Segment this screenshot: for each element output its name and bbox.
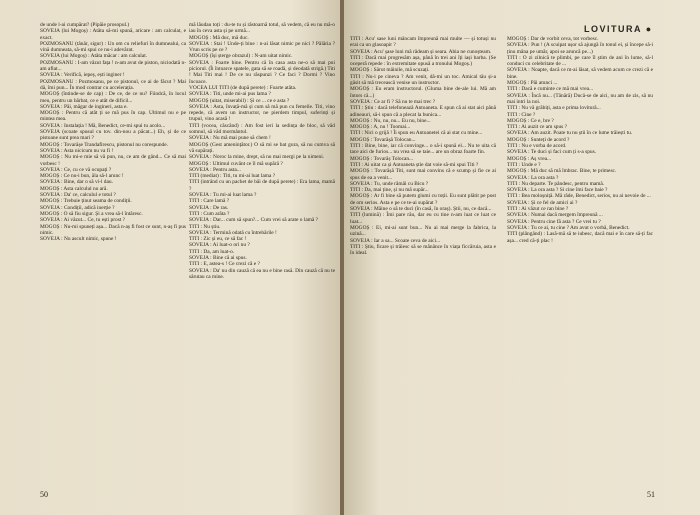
dialogue-line: TITI : O zi zilnică te plimbi, pe care îl știm de ani în lume, să-l conduci cu celebritate de ... [507, 54, 653, 68]
dialogue-line: MOGOȘ : Mă duc să mă îmbrac. Bine, te primesc. [507, 168, 617, 175]
dialogue-line: MOGOȘ : Ultimul cuvânt ce îl mă supără ? [189, 160, 283, 167]
dialogue-line: MOGOȘ : A, nu ! Toomai... [350, 124, 411, 131]
left-page-number: 50 [40, 490, 48, 499]
dialogue-line: MOGOȘ (Gest amenințător.) O să mi se bat gura, să nu cumva să vă supărați. [189, 141, 335, 154]
dialogue-line: SOVEJA : De ras. [189, 204, 229, 211]
dialogue-line: TITI : Cine ? [507, 111, 536, 118]
dialogue-line: MOGOȘ : Nu, nu, nu... Eu nu, bine... [350, 117, 431, 124]
dialogue-line: SOVEJA : Condiții, adică inerție ? [40, 204, 115, 211]
dialogue-line: TITI : Ai auzit ce am spus ? [507, 124, 568, 131]
dialogue-line: MOGOȘ (întinde-se de cap) : De ce, de ce nu? Fiindcă, în locul meu, pentru un bărbat, ce e atât de dificil... [40, 91, 186, 104]
dialogue-line: TITI : Bine, bine, iar că convinge... o să-i spună el... Nu te uita că tace aici de furios... nu vrea să se taie... are un obraz foarte fin. [350, 143, 496, 156]
dialogue-line: SOVEJA : Da' ce, calculul e totul ? [40, 192, 116, 199]
dialogue-line: MOGOȘ : Nu mi-e mie să vă pun, nu, ce am de gând... Ce să mai vorbesc ! [40, 154, 186, 167]
dialogue-line: SOVEJA : Ai luat-o ori nu ? [189, 242, 250, 249]
dialogue-line: TITI : Da, mai ține, și nu mă supăr... [350, 187, 429, 194]
dialogue-line: MOGOȘ : Tovarășă Tolocan... [350, 136, 416, 143]
dialogue-line: MOGOȘ : Dar de vorbit ceva, tot vorbesc. [507, 36, 599, 42]
dialogue-line: SOVEJA : Pun ! (A scuipat ușor să ajungă în tonul ei, și începe să-i ținu mâna pe umăr, apoi se aruncă pe...) [507, 42, 653, 55]
dialogue-line: SOVEJA : Instalația ! Mă, Benedict, ce-mi spui tu acolo... [40, 122, 166, 129]
dialogue-line: SOVEJA : Pentru cine fă asta ? Ce vrei tu ? [507, 218, 601, 225]
dialogue-line: MOGOȘ : Ar fi bine să putem glumi cu toții. Eu sunt plătit pe post de om serios. Asta e pe ce te-ai supărat ? [350, 193, 496, 206]
dialogue-line: SOVEJA : Noroc la mine, drept, să nu mai mergi pe la nimeni. [189, 154, 325, 161]
dialogue-line: mă lăudau toți : du-te tu și răstoarnă totul, să vedem, că eu nu mă-o iau în ceva asta și pe urmă... [189, 22, 335, 35]
dialogue-line: TITI : Nici o grijă ! Îi spun eu Antoanetei că ai stat cu mine... [350, 130, 483, 137]
dialogue-line: SOVEJA : Tu ce ai, tu cine ? Am avut o vorbă, Benedict. [507, 224, 630, 231]
dialogue-line: POZMOSANU : I-am văzut fața ! n-am avut de piston, niciodată n-am aflat... [40, 59, 186, 73]
dialogue-line: SOVEJA : Noapte, dacă ce m-ai lăsat, să vedem acum ce crezi că e bine. [507, 67, 653, 80]
dialogue-line: TITI : Ai văzut ce ran bine ? [507, 206, 569, 213]
dialogue-line: SOVEJA : Stai ! Unde-ți bine : n-ai lăsat nimic pe nici ? Pălăria ? Vrun scris pe ce ? [189, 40, 335, 54]
dialogue-line: MOGOȘ : Ce nu-i bun, ăla să-l arunc ! [40, 173, 124, 180]
dialogue-line: SOVEJA : Dar... cum să spun?... Cum vrei să arate o lamă ? [189, 217, 319, 224]
dialogue-line: SOVEJA : Te duci și faci cum ți s-a spus. [507, 149, 597, 156]
dialogue-line: TITI (plângând) : Lasă-mă să te iubesc, dacă mai e în care să-ți fac așa... cred că-ți plac ! [507, 231, 653, 244]
dialogue-line: POZMOSANU (tânăr, sigur) : Un om cu reliefuri în dumnealui, ca vină dumneata, să-mi spui ce nu-i adevărat. [40, 40, 186, 54]
dialogue-line: SOVEJA : Ce ar fi ? Să nu te mai trec ? [350, 98, 436, 105]
dialogue-line: TITI : E, astea-s ! Ce crezi că e ? [189, 261, 260, 268]
dialogue-line: SOVEJA (lui Mogoș) : Atâta să-mi spună, aricare : am calculat, e exact. [40, 28, 186, 41]
dialogue-line: TITI (lumină) : Îmi pare rău, dar eu cu tine n-am luat ce luat ce luat... [350, 212, 496, 225]
dialogue-line: SOVEJA : Asta, învață-mă și cum să mă pun cu femeile. Titi, vino repede, că avem un instructor, ne pierdem timpul, suferinți și trupul, vino acasă ! [189, 103, 335, 123]
dialogue-line: MOGOȘ : Tovarășă Titi, sunt mai convins că e scump și fie ce ai spus de ea a venit... [350, 168, 496, 181]
left-page-column-2 [189, 22, 335, 280]
dialogue-line: TITI : Zic și eu, ce să fac ! [189, 236, 247, 243]
dialogue-line: MOGOȘ (uitat, miserabil) : Și ce ... ce e asta ? [189, 97, 290, 104]
dialogue-line: TITI : Bea moloșniță. Mă râde, Benedict, serios, nu ai nevoie de ... [507, 193, 651, 200]
dialogue-line: SOVEJA (scoate spusul cu tov. din-nou a păcat...) Eh, și de ce pistoane sunt prea mari ? [40, 129, 186, 142]
dialogue-line: SOVEJA : Foarte bine. Pentru că în casa asta ne-o să mai pui piciorul. (Îi întoarce spatele, gata să se roadă, și deodată strigă.) Titi ! Mai Titi mai ! De ce nu răspunzi ? Ce faci ? Dormi ? Vino încoace. [189, 59, 335, 85]
dialogue-line: MOGOȘ : Sărut mâinile, mă scuzați. [350, 67, 430, 74]
dialogue-line: MOGOȘ : Ce e, bre ? [507, 117, 554, 124]
dialogue-line: MOGOȘ : Păi atunci ... [507, 80, 558, 87]
bullet-icon: ● [645, 24, 653, 34]
left-page-column-1 [40, 22, 186, 242]
dialogue-line: SOVEJA : Pentru asta... [189, 166, 241, 173]
dialogue-line: SOVEJA : Și ce fel de amici ai ? [507, 199, 578, 206]
dialogue-line: MOGOȘ : Eu eram instructorul. (Gluma bine de-ale lui. Mă am întors că...) [350, 86, 496, 99]
dialogue-line: SOVEJA : Bine că ai spus. [189, 254, 247, 261]
dialogue-line: MOGOȘ : Pentru că atât ți se mă pus în cap. Ultimul nu e pe mintea mea. [40, 110, 186, 123]
dialogue-line: MOGOȘ : Trebuie ținut seama de condiții. [40, 198, 132, 205]
dialogue-line: MOGOȘ : Asta calculul nu ară. [40, 185, 108, 192]
dialogue-line: TITI : Nu departe. Te pândesc, pentru mamă. [507, 180, 605, 187]
right-page-column-1 [350, 36, 496, 256]
dialogue-line: SOVEJA : Verifică, iepeș, ești inginer ! [40, 72, 125, 79]
dialogue-line: SOVEJA : Tu, unde rămâi cu Bicu ? [350, 180, 429, 187]
dialogue-line: TITI (vocea, căscând) : Am fost ieri la sedința de bloc, să văd somnul, să văd mormântul. [189, 122, 335, 136]
dialogue-line: SOVEJA : Ce, cu ce vă ocupați ? [40, 166, 112, 173]
right-page-column-2 [507, 36, 653, 244]
dialogue-line: TITI : Știu, ficare și trăiesc să se mănânce în viața ficcăruia, asta e în ideal. [350, 243, 496, 257]
dialogue-line: SOVEJA : Bine, dar o să vi-l dau. [40, 179, 113, 186]
dialogue-line: SOVEJA : Da' nu din cauză că ea nu e bine rasă. Din cauză că nu te sărutau ca mine. [189, 267, 335, 280]
dialogue-line: TITI (intrând cu un pachet de băi de după perete) : Era lama, mamă ? [189, 179, 335, 192]
dialogue-line: SOVEJA : Mâine o să te duci (în casă, în oraș). Știi, nu, ce dacă... [350, 206, 492, 213]
dialogue-line: MOGOȘ : Aș vrea... [507, 155, 552, 162]
dialogue-line: SOVEJA : Acu' șase luni mă râdeam și seara. Abia ne cunoșteam. [350, 48, 492, 55]
dialogue-line: MOGOȘ : Tovarăș Tolocan... [350, 155, 414, 162]
dialogue-line: SOVEJA : Tu mi-ai luat lama ? [189, 192, 257, 199]
dialogue-line: MOGOȘ : Ei, mi-ai sunt bun... Nu ai mai merge la fabrica, la uzină... [350, 224, 496, 238]
dialogue-line: SOVEJA : Încă nu... (Tânără) Ducă-se de aici, nu am de zis, să nu mai intri la noi. [507, 92, 653, 105]
dialogue-line: MOGOȘ : O să fiu sigur. Și a vrea să-l întăresc. [40, 210, 143, 217]
dialogue-line: MOGOȘ : Nu-mi spuneți așa... Dacă n-aș fi fost ce sunt, n-aș fi pus nimic. [40, 223, 186, 236]
dialogue-line: SOVEJA : Nu mă mai pune să chem ! [189, 135, 271, 142]
dialogue-line: de unde l-ai cumpărat? (Pipăie prosopul.) [40, 22, 130, 28]
dialogue-line: SOVEJA : Nu ascult nimic, spune ! [40, 236, 117, 243]
dialogue-line: POZMOSANU : Pozmosanu, pe ce pistonul, ce ai de făcut ? Mai dă, îmi pun... În mod contrar cu accelerația. [40, 78, 186, 91]
running-header [584, 24, 653, 34]
left-page [0, 0, 342, 515]
right-page [344, 0, 700, 515]
dialogue-line: SOVEJA : Am auzit. Poate tu nu știi în ce lume trăiești tu. [507, 130, 633, 137]
right-page-number: 51 [647, 490, 655, 499]
dialogue-line: VOCEA LUI TITI (de după perete) : Foarte atâta. [189, 84, 297, 91]
dialogue-line: TITI : Ai uitat ca și Antoaneta știe dat voie să-mi spui Titi ? [350, 161, 479, 168]
dialogue-line: SOVEJA : Termină odată cu întrebările ! [189, 229, 277, 236]
dialogue-line: MOGOȘ : Sunteți de acord ? [507, 136, 570, 143]
dialogue-line: TITI : Nu-i pe cineva ? Am venit, dă-mi un toc. Amical tău și-a găsit să mă trecească venise un instructor. [350, 73, 496, 87]
dialogue-line: TITI : Dacă e cuminte ce mă mai vrea... [507, 86, 594, 93]
dialogue-line: MOGOȘ : Mă duc, mă duc. [189, 34, 249, 41]
dialogue-line: SOVEJA : Asta nicicum nu va fi ! [40, 147, 114, 154]
dialogue-line: TITI : Nu e vorba de acord. [507, 143, 567, 150]
dialogue-line: SOVEJA : Iar a sa... Scoate ceva de aici... [350, 237, 441, 244]
dialogue-line: SOVEJA : La ora asta ? Si cine îmi face baie ? [507, 187, 608, 194]
dialogue-line: TITI : Cum arăta ? [189, 210, 230, 217]
dialogue-line: SOVEJA : Ai văzut... Ce, tu ești prost ? [40, 217, 126, 224]
dialogue-line: TITI : Știu : dacă telefonează Antoaneta. E spun că ai stat aici până adineauri, să-i spun că a plecat la bunica... [350, 105, 496, 118]
dialogue-line: TITI : Acu' sase luni mâncam împreună mai multe — și totuși nu erai ca un glasoapir ? [350, 36, 496, 49]
dialogue-line: SOVEJA : Titi, unde mi-ai pus lama ? [189, 91, 271, 98]
running-header-text: LOVITURA [584, 24, 642, 34]
dialogue-line: TITI : Nu vă grăbiți, asta e prima lovitură... [507, 105, 601, 112]
dialogue-line: TITI : Dacă mai progresăm așa, până în trei ani îți iași barba. (Se oceperă repede : în extremitate opusă a tronului Mogoș.) [350, 54, 496, 68]
dialogue-line: SOVEJA : Numai dacă mergem împreună ... [507, 212, 603, 219]
dialogue-line: TITI (mediat) : Titi, tu mi-ai luat lama ? [189, 173, 276, 180]
dialogue-line: MOGOȘ : Tovarășe Trandafirescu, pistonul nu corespunde. [40, 141, 168, 148]
dialogue-line: TITI : Unde e ? [507, 161, 541, 168]
dialogue-line: SOVEJA : La ora asta ? [507, 174, 559, 181]
dialogue-line: TITI : Care lamă ? [189, 198, 230, 205]
dialogue-line: MOGOȘ (își șterge obrazul) : N-am uitat nimic. [189, 53, 293, 60]
dialogue-line: TITI : Da, am luat-o. [189, 248, 235, 255]
dialogue-line: SOVEJA (lui Mogoș) : Atâta măcar : am calculat. [40, 53, 148, 60]
dialogue-line: SOVEJA : Păi, măgar de ingineri, asta e. [40, 103, 128, 110]
dialogue-line: TITI : Nu știu. [189, 223, 221, 230]
